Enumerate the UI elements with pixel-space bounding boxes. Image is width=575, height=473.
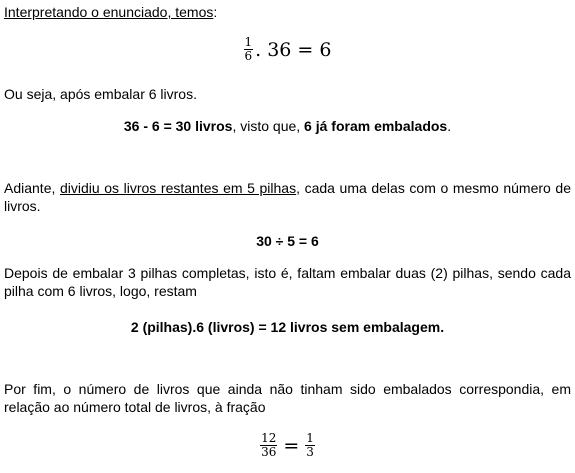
fraction-twelve-thirtysix	[260, 432, 277, 459]
adiante-underlined: dividiu os livros restantes em 5 pilhas	[59, 180, 297, 196]
result-bold-2: 6 já foram embalados	[304, 118, 448, 134]
adiante-post: , cada uma delas com o mesmo número de livros.	[4, 180, 571, 214]
division-line: 30 ÷ 5 = 6	[256, 233, 319, 249]
fraction-denominator: 6	[244, 49, 253, 63]
intro-text: Interpretando o enunciado, temos	[4, 4, 214, 20]
paragraph-ou-seja: Ou seja, após embalar 6 livros.	[4, 86, 197, 102]
result-bold-1: 36 - 6 = 30 livros	[123, 118, 233, 134]
fraction-numerator-12: 12	[261, 431, 277, 445]
result-normal: , visto que,	[232, 118, 305, 134]
paragraph-depois: Depois de embalar 3 pilhas completas, isto é, faltam embalar duas (2) pilhas, sendo cada pilha com 6 livros, logo, restam	[4, 265, 571, 299]
result-line-12-livros: 2 (pilhas).6 (livros) = 12 livros sem embalagem.	[130, 319, 445, 335]
paragraph-adiante	[4, 179, 571, 215]
equals-sign: =	[283, 434, 300, 457]
result-line-30-livros	[4, 117, 571, 135]
equation-rest: . 36 = 6	[255, 38, 332, 61]
fraction-one-sixth	[244, 36, 254, 63]
fraction-numerator-1: 1	[306, 431, 314, 445]
fraction-denominator-36: 36	[261, 445, 277, 459]
fraction-denominator-3: 3	[306, 445, 314, 459]
intro-colon: :	[213, 4, 218, 20]
intro-line	[4, 3, 571, 21]
equation-fraction-result	[0, 432, 575, 459]
result-end: .	[447, 118, 452, 134]
fraction-one-third	[305, 432, 315, 459]
paragraph-por-fim: Por fim, o número de livros que ainda não tinham sido embalados correspondia, em relação ao número total de livros, à fração	[4, 381, 571, 415]
adiante-pre: Adiante,	[4, 180, 60, 196]
equation-one-sixth	[0, 36, 575, 63]
fraction-numerator: 1	[244, 35, 253, 49]
